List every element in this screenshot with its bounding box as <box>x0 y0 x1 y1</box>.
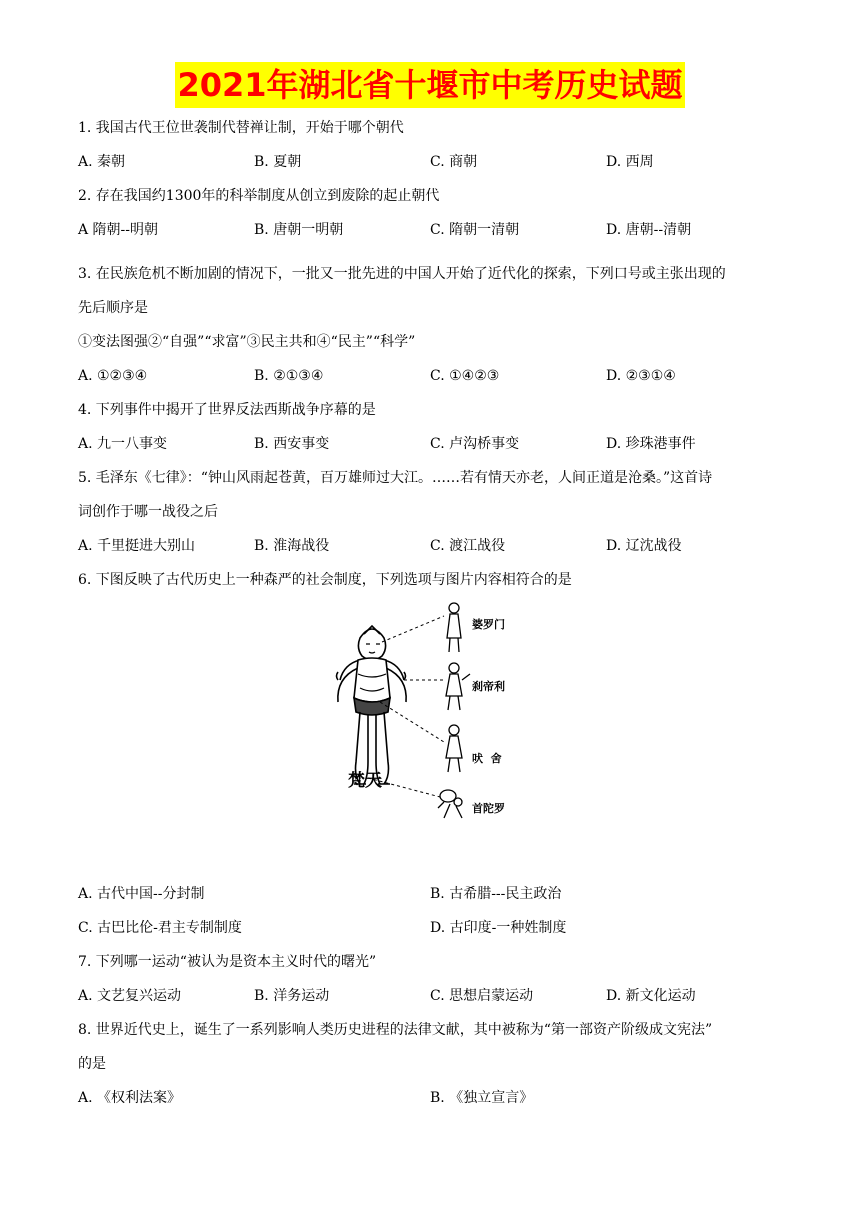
caste-label-shudra: 首陀罗 <box>472 802 505 815</box>
q1-stem: 1. 我国古代王位世袭制代替禅让制，开始于哪个朝代 <box>78 120 404 136</box>
q5-option-a: A. 千里挺进大别山 <box>78 538 196 554</box>
kshatriya-figure <box>446 663 470 710</box>
q3-stem-line1: 3. 在民族危机不断加剧的情况下，一批又一批先进的中国人开始了近代化的探索，下列口号或主张出现的 <box>78 266 726 282</box>
connector-vaishya <box>380 702 444 742</box>
q5-option-d: D. 辽沈战役 <box>606 538 682 554</box>
caste-label-kshatriya: 刹帝利 <box>472 680 505 693</box>
q7-option-a: A. 文艺复兴运动 <box>78 988 182 1004</box>
q1-option-d: D. 西周 <box>606 154 654 170</box>
vaishya-figure <box>446 725 462 772</box>
caste-label-vaishya: 吠 舍 <box>472 752 502 765</box>
q3-stem-line2: 先后顺序是 <box>78 300 148 316</box>
brahmin-figure <box>447 603 461 652</box>
q1-option-c: C. 商朝 <box>430 154 478 170</box>
q6-option-a: A. 古代中国--分封制 <box>78 886 205 902</box>
q2-option-d: D. 唐朝--清朝 <box>606 222 692 238</box>
q8-option-a: A. 《权利法案》 <box>78 1090 182 1106</box>
q4-option-b: B. 西安事变 <box>254 436 330 452</box>
q3-option-c: C. ①④②③ <box>430 368 500 384</box>
q5-stem-line2: 词创作于哪一战役之后 <box>78 504 218 520</box>
q3-option-a: A. ①②③④ <box>78 368 148 384</box>
q4-option-c: C. 卢沟桥事变 <box>430 436 520 452</box>
q4-option-a: A. 九一八事变 <box>78 436 168 452</box>
q1-option-b: B. 夏朝 <box>254 154 302 170</box>
connector-brahmin <box>382 616 444 642</box>
page-title: 2021年湖北省十堰市中考历史试题 <box>175 62 684 108</box>
brahma-figure-drawing <box>337 626 407 784</box>
q2-stem: 2. 存在我国约1300年的科举制度从创立到废除的起止朝代 <box>78 188 440 204</box>
q4-option-d: D. 珍珠港事件 <box>606 436 696 452</box>
caste-label-brahmin: 婆罗门 <box>472 618 505 631</box>
q1-option-a: A. 秦朝 <box>78 154 126 170</box>
q3-stem-line3: ①变法图强②“自强”“求富”③民主共和④“民主”“科学” <box>78 334 416 350</box>
q2-option-a: A 隋朝--明朝 <box>78 222 159 238</box>
q2-option-b: B. 唐朝一明朝 <box>254 222 344 238</box>
q7-option-b: B. 洋务运动 <box>254 988 330 1004</box>
q6-stem: 6. 下图反映了古代历史上一种森严的社会制度，下列选项与图片内容相符合的是 <box>78 572 572 588</box>
q2-option-c: C. 隋朝一清朝 <box>430 222 520 238</box>
q5-option-c: C. 渡江战役 <box>430 538 506 554</box>
q5-option-b: B. 淮海战役 <box>254 538 330 554</box>
title-wrap <box>0 62 860 108</box>
q5-stem-line1: 5. 毛泽东《七律》：“钟山风雨起苍黄，百万雄师过大江。……若有情天亦老，人间正道是沧桑。”这首诗 <box>78 470 713 486</box>
q6-option-b: B. 古希腊---民主政治 <box>430 886 562 902</box>
q7-stem: 7. 下列哪一运动“被认为是资本主义时代的曙光” <box>78 954 377 970</box>
brahma-label: 梵天 <box>348 771 382 791</box>
q6-option-d: D. 古印度-一种姓制度 <box>430 920 567 936</box>
q7-option-c: C. 思想启蒙运动 <box>430 988 534 1004</box>
q7-option-d: D. 新文化运动 <box>606 988 696 1004</box>
q8-option-b: B. 《独立宣言》 <box>430 1090 534 1106</box>
caste-system-figure <box>320 598 540 838</box>
q8-stem-line1: 8. 世界近代史上，诞生了一系列影响人类历史进程的法律文献，其中被称为“第一部资产阶级成文宪法” <box>78 1022 713 1038</box>
q8-stem-line2: 的是 <box>78 1056 106 1072</box>
q4-stem: 4. 下列事件中揭开了世界反法西斯战争序幕的是 <box>78 402 376 418</box>
q3-option-b: B. ②①③④ <box>254 368 324 384</box>
q6-option-c: C. 古巴比伦-君主专制制度 <box>78 920 242 936</box>
q3-option-d: D. ②③①④ <box>606 368 676 384</box>
shudra-figure <box>438 790 462 818</box>
